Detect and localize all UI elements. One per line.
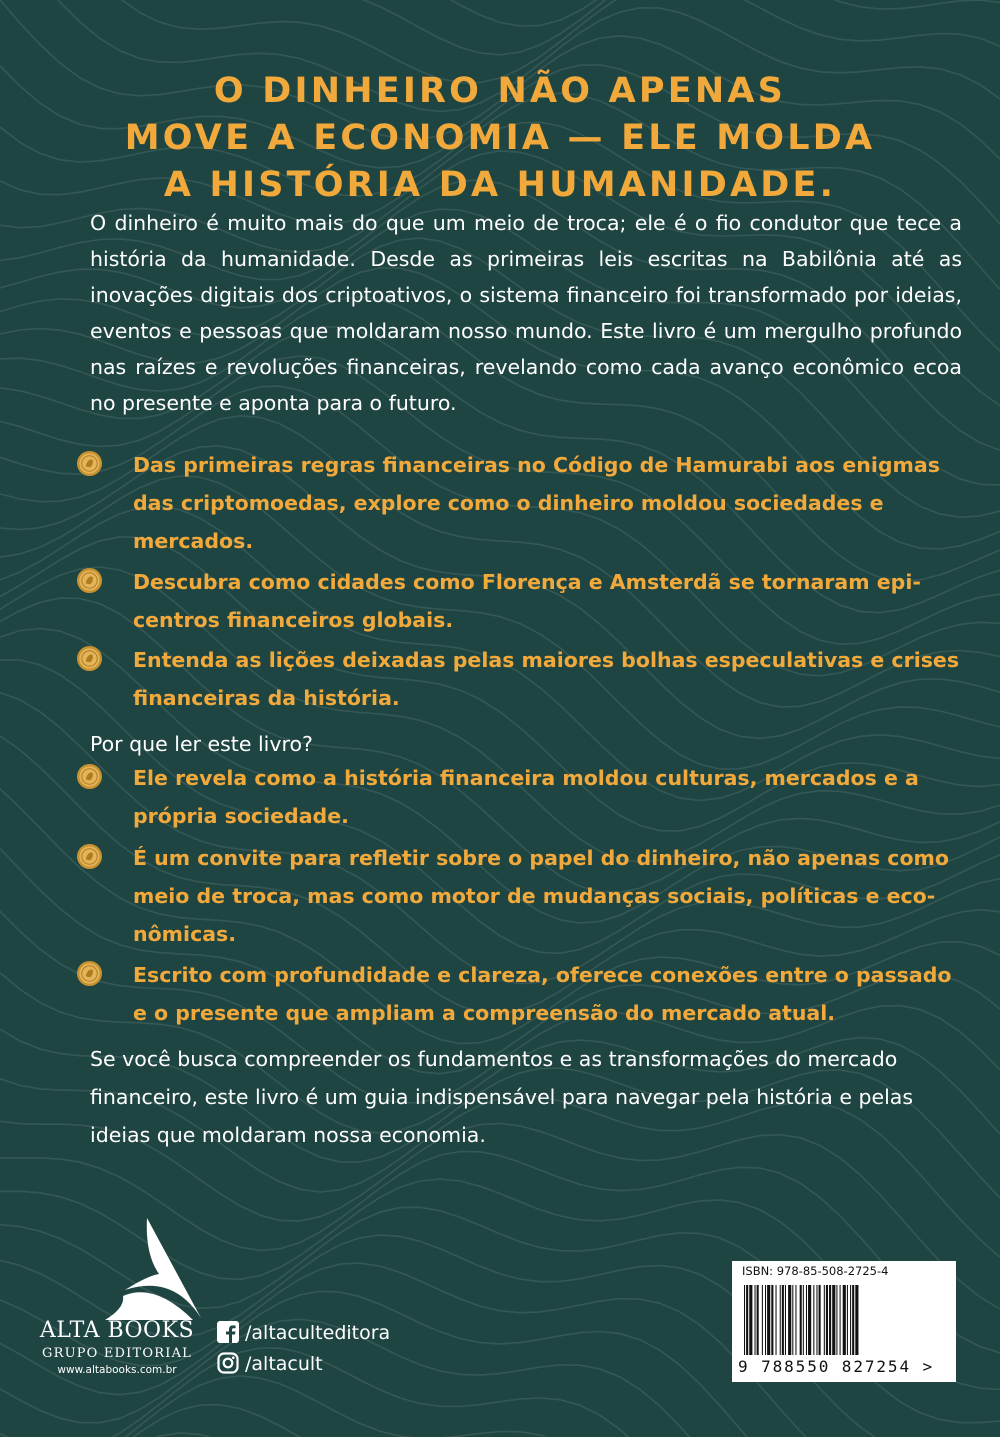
reason-text: Escrito com profundidade e clareza, oferece conexões entre o passado e o presente que ampliam a compreensão do mercado atual. xyxy=(133,963,952,1025)
highlight-item xyxy=(76,446,962,560)
barcode-bar xyxy=(792,1285,793,1355)
highlight-text: Descubra como cidades como Florença e Amsterdã se tornaram epicentros financeiros globais. xyxy=(133,570,921,632)
barcode-bar xyxy=(813,1285,814,1355)
reason-item xyxy=(76,839,962,953)
barcode-bar xyxy=(800,1285,802,1355)
barcode-bar xyxy=(832,1285,835,1355)
barcode-bar xyxy=(836,1285,837,1355)
headline xyxy=(0,68,1000,209)
highlight-text: Entenda as lições deixadas pelas maiores bolhas especulativas e crises financeiras da história. xyxy=(133,648,960,710)
headline-line-1: O DINHEIRO NÃO APENAS xyxy=(213,71,787,111)
barcode-bars xyxy=(742,1285,946,1355)
reason-item xyxy=(76,956,962,1032)
isbn-barcode xyxy=(732,1261,956,1382)
barcode-bar xyxy=(843,1285,846,1355)
barcode-bar xyxy=(767,1285,770,1355)
facebook-handle xyxy=(217,1320,390,1346)
highlight-text: Das primeiras regras financeiras no Código de Hamurabi aos enigmas das criptomoedas, explore como o dinheiro moldou sociedades e mercados. xyxy=(133,453,940,553)
barcode-bar xyxy=(806,1285,807,1355)
barcode-bar xyxy=(824,1285,825,1355)
barcode-bar xyxy=(771,1285,773,1355)
barcode-bar xyxy=(757,1285,759,1355)
barcode-bar xyxy=(795,1285,796,1355)
barcode-bar xyxy=(749,1285,752,1355)
publisher-url: www.altabooks.com.br xyxy=(57,1364,177,1376)
reason-text: É um convite para refletir sobre o papel do dinheiro, não apenas como meio de troca, mas como motor de mudanças sociais, políticas e econômicas. xyxy=(133,846,949,946)
publisher-name: ALTA BOOKS xyxy=(39,1318,195,1343)
barcode-bar xyxy=(852,1285,854,1355)
barcode-bar xyxy=(855,1285,858,1355)
alta-books-logo-icon xyxy=(85,1216,205,1326)
barcode-bar xyxy=(782,1285,784,1355)
facebook-icon xyxy=(217,1321,239,1343)
isbn-digits: 9 788550 827254 > xyxy=(738,1357,935,1376)
instagram-text: /altacult xyxy=(245,1353,323,1375)
publisher-subtitle: GRUPO EDITORIAL xyxy=(42,1346,192,1361)
barcode-bar xyxy=(819,1285,821,1355)
barcode-bar xyxy=(829,1285,831,1355)
highlight-item xyxy=(76,563,962,639)
barcode-bar xyxy=(826,1285,828,1355)
gold-coin-icon xyxy=(76,843,103,870)
barcode-bar xyxy=(840,1285,841,1355)
barcode-bar xyxy=(816,1285,817,1355)
barcode-bar xyxy=(780,1285,781,1355)
gold-coin-icon xyxy=(76,645,103,672)
reason-item xyxy=(76,759,962,835)
closing-paragraph: Se você busca compreender os fundamentos e as transformações do mercado financeiro, este livro é um guia indispensável para navegar pela história e pelas ideias que moldaram nossa economia. xyxy=(90,1047,914,1147)
barcode-bar xyxy=(785,1285,786,1355)
isbn-label: ISBN: 978-85-508-2725-4 xyxy=(742,1264,889,1278)
barcode-bar xyxy=(808,1285,811,1355)
barcode-bar xyxy=(788,1285,791,1355)
reason-text: Ele revela como a história financeira moldou culturas, mercados e a própria sociedade. xyxy=(133,766,919,828)
why-read-heading: Por que ler este livro? xyxy=(90,732,313,756)
gold-coin-icon xyxy=(76,763,103,790)
barcode-bar xyxy=(746,1285,748,1355)
wave-line xyxy=(0,0,1000,55)
facebook-text: /altaculteditora xyxy=(245,1322,391,1344)
headline-line-3: A HISTÓRIA DA HUMANIDADE. xyxy=(163,165,837,205)
gold-coin-icon xyxy=(76,450,103,477)
gold-coin-icon xyxy=(76,960,103,987)
wave-line xyxy=(0,1376,1000,1437)
gold-coin-icon xyxy=(76,567,103,594)
barcode-bar xyxy=(762,1285,763,1355)
highlight-item xyxy=(76,641,962,717)
barcode-bar xyxy=(850,1285,851,1355)
instagram-handle xyxy=(217,1351,323,1377)
instagram-icon xyxy=(217,1352,239,1374)
wave-line xyxy=(0,1433,1000,1437)
barcode-bar xyxy=(755,1285,756,1355)
intro-paragraph: O dinheiro é muito mais do que um meio de troca; ele é o fio condutor que tece a história da humanidade. Desde as primeiras leis escritas na Babilônia até as inovações digitais dos criptoativos, o sistema financeiro foi transformado por ideias, eventos e pessoas que moldaram nosso mundo. Este livro é um mergulho profundo nas raízes e revoluções financeiras, revelando como cada avanço econômico ecoa no presente e aponta para o futuro. xyxy=(90,211,962,415)
barcode-bar xyxy=(776,1285,777,1355)
barcode-bar xyxy=(765,1285,766,1355)
barcode-bar xyxy=(847,1285,848,1355)
barcode-bar xyxy=(803,1285,804,1355)
headline-line-2: MOVE A ECONOMIA — ELE MOLDA xyxy=(124,118,876,158)
barcode-bar xyxy=(744,1285,745,1355)
